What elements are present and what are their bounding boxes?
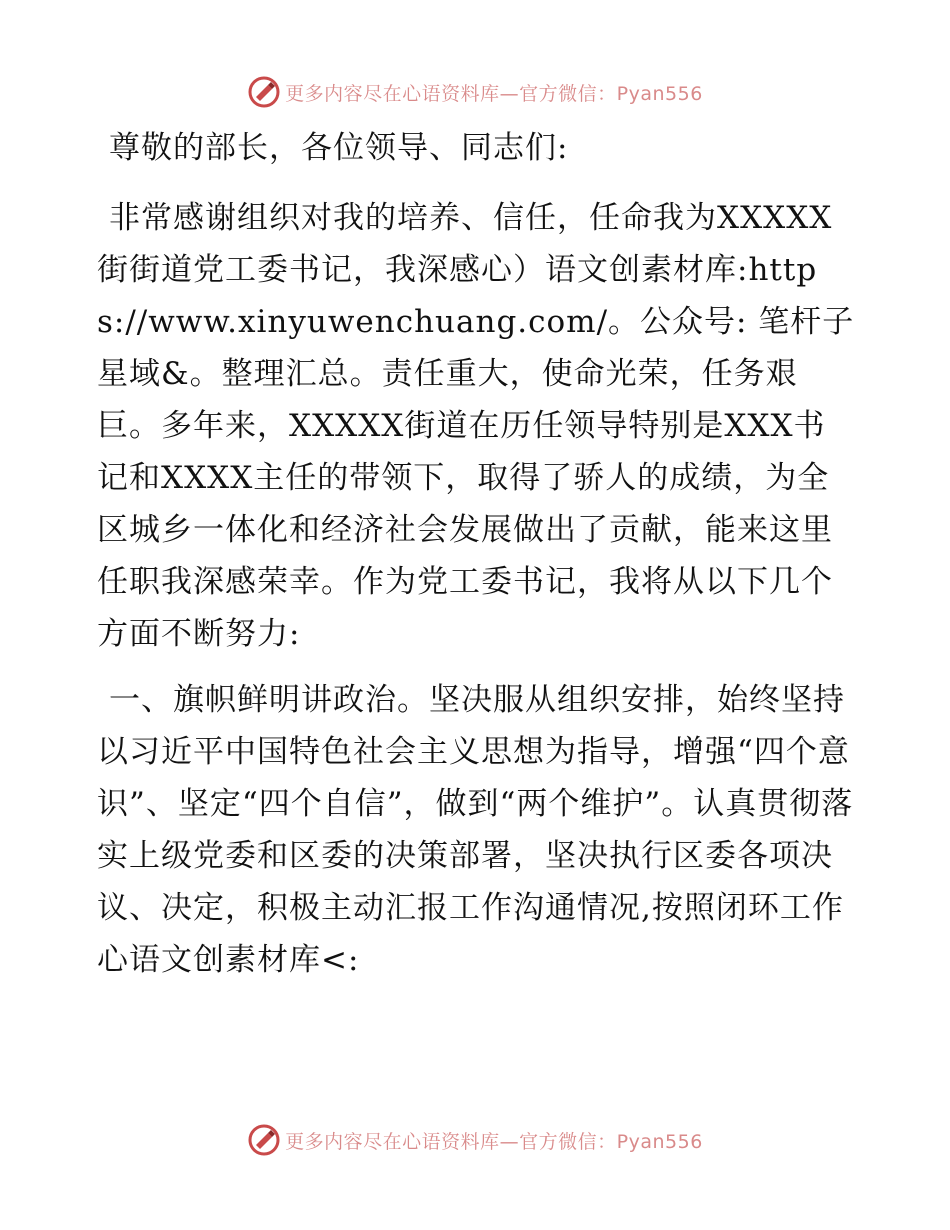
red-circle-logo-icon [247, 1123, 281, 1157]
document-body [97, 122, 857, 986]
paragraph-politics: 一、旗帜鲜明讲政治。坚决服从组织安排，始终坚持以习近平中国特色社会主义思想为指导，增强“四个意识”、坚定“四个自信”，做到“两个维护”。认真贯彻落实上级党委和区委的决策部署，坚决执行区委各项决议、决定，积极主动汇报工作沟通情况,按照闭环工作心语文创素材库<: [97, 682, 854, 978]
header-watermark-banner [0, 70, 950, 114]
red-circle-logo-icon [247, 75, 281, 109]
footer-watermark-banner [0, 1118, 950, 1162]
paragraph-intro: 非常感谢组织对我的培养、信任，任命我为XXXXX街街道党工委书记，我深感心）语文创素材库:https://www.xinyuwenchuang.com/。公众号: 笔杆子星域&。整理汇总。责任重大，使命光荣，任务艰巨。多年来，XXXXX街道在历任领导特别是XXX书记和XXXX主任的带领下，取得了骄人的成绩，为全区城乡一体化和经济社会发展做出了贡献，能来这里任职我深感荣幸。作为党工委书记，我将从以下几个方面不断努力: [97, 200, 855, 652]
header-watermark-text: 更多内容尽在心语资料库—官方微信：Pyan556 [285, 82, 703, 105]
footer-watermark-text: 更多内容尽在心语资料库—官方微信：Pyan556 [285, 1130, 703, 1153]
salutation: 尊敬的部长，各位领导、同志们: [109, 130, 569, 166]
